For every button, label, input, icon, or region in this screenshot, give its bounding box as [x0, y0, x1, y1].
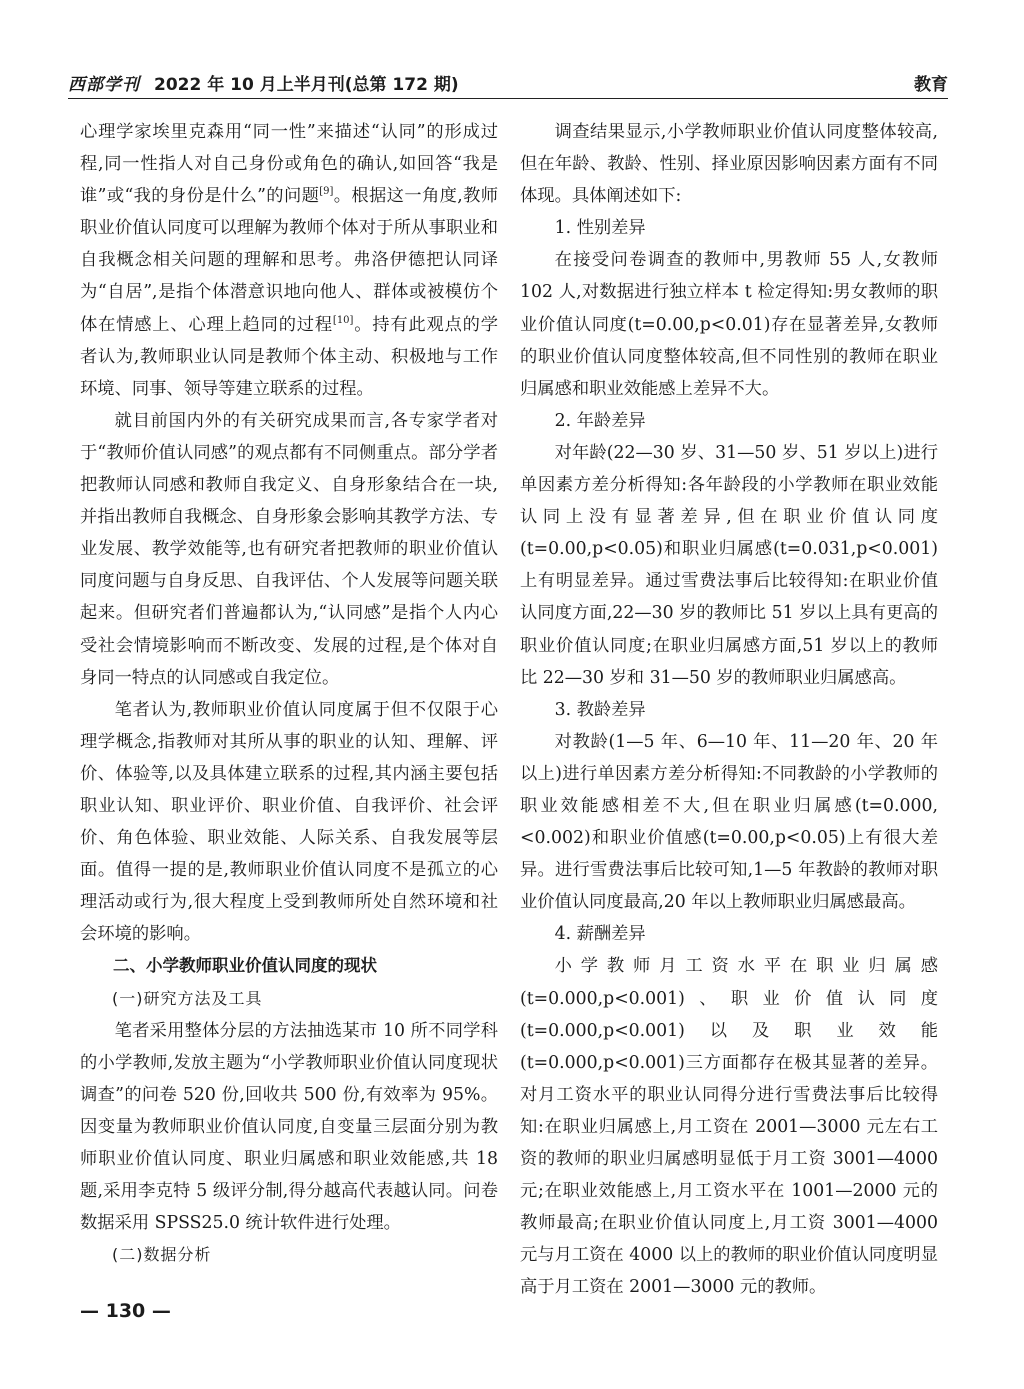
paragraph: 对教龄(1—5 年、6—10 年、11—20 年、20 年以上)进行单因素方差分析得知:不同教龄的小学教师的职业效能感相差不大,但在职业归属感(t=0.000,<0.002)和职业价值感(t=0.00,p<0.05)上有很大差异。进行雪费法事后比较可知,1—5 年教龄的教师对职业价值认同度最高,20 年以上教师职业归属感最高。	[520, 731, 938, 913]
paragraph: 就目前国内外的有关研究成果而言,各专家学者对于“教师价值认同感”的观点都有不同侧重点。部分学者把教师认同感和教师自我定义、自身形象结合在一块,并指出教师自我概念、自身形象会影响其教学方法、专业发展、教学效能等,也有研究者把教师的职业价值认同度问题与自身反思、自我评估、个人发展等问题关联起来。但研究者们普遍都认为,“认同感”是指个人内心受社会情境影响而不断改变、发展的过程,是个体对自身同一特点的认同感或自我定位。	[80, 410, 498, 688]
citation: [9]	[319, 186, 334, 198]
header-rule	[68, 98, 948, 99]
subheading: 1. 性别差异	[554, 218, 646, 239]
right-column	[520, 116, 938, 1303]
paragraph: 笔者采用整体分层的方法抽选某市 10 所不同学科的小学教师,发放主题为“小学教师职业价值认同度现状调查”的问卷 520 份,回收共 500 份,有效率为 95%。因变量为教师职业价值认同度,自变量三层面分别为教师职业价值认同度、职业归属感和职业效能感,共 18 题,采用李克特 5 级评分制,得分越高代表越认同。问卷数据采用 SPSS25.0 统计软件进行处理。	[80, 1020, 498, 1234]
section-heading: 二、小学教师职业价值认同度的现状	[113, 956, 377, 976]
subsection-heading: (一)研究方法及工具	[112, 988, 263, 1008]
left-column	[80, 116, 498, 1271]
journal-logo: 西部学刊	[68, 75, 140, 95]
subsection-heading: (二)数据分析	[112, 1245, 212, 1265]
paragraph: 对年龄(22—30 岁、31—50 岁、51 岁以上)进行单因素方差分析得知:各年龄段的小学教师在职业效能认同上没有显著差异,但在职业价值认同度(t=0.00,p<0.05)和职业归属感(t=0.031,p<0.001)上有明显差异。通过雪费法事后比较得知:在职业价值认同度方面,22—30 岁的教师比 51 岁以上具有更高的职业价值认同度;在职业归属感方面,51 岁以上的教师比 22—30 岁和 31—50 岁的教师职业归属感高。	[520, 442, 938, 688]
page-number: — 130 —	[80, 1300, 171, 1322]
paragraph: 在接受问卷调查的教师中,男教师 55 人,女教师 102 人,对数据进行独立样本 t 检定得知:男女教师的职业价值认同度(t=0.00,p<0.01)存在显著差异,女教师的职业价值认同度整体较高,但不同性别的教师在职业归属感和职业效能感上差异不大。	[520, 250, 938, 399]
paragraph: 心理学家埃里克森用“同一性”来描述“认同”的形成过程,同一性指人对自己身份或角色的确认,如回答“我是谁”或“我的身份是什么”的问题[9]。根据这一角度,教师职业价值认同度可以理解为教师个体对于所从事职业和自我概念相关问题的理解和思考。弗洛伊德把认同译为“自居”,是指个体潜意识地向他人、群体或被模仿个体在情感上、心理上趋同的过程[10]。持有此观点的学者认为,教师职业认同是教师个体主动、积极地与工作环境、同事、领导等建立联系的过程。	[80, 122, 498, 399]
section-label: 教育	[914, 75, 948, 95]
citation: [10]	[332, 314, 354, 326]
paragraph: 调查结果显示,小学教师职业价值认同度整体较高,但在年龄、教龄、性别、择业原因影响因素方面有不同体现。具体阐述如下:	[520, 122, 938, 207]
paragraph: 笔者认为,教师职业价值认同度属于但不仅限于心理学概念,指教师对其所从事的职业的认知、理解、评价、体验等,以及具体建立联系的过程,其内涵主要包括职业认知、职业评价、职业价值、自我评价、社会评价、角色体验、职业效能、人际关系、自我发展等层面。值得一提的是,教师职业价值认同度不是孤立的心理活动或行为,很大程度上受到教师所处自然环境和社会环境的影响。	[80, 699, 498, 945]
subheading: 4. 薪酬差异	[554, 924, 646, 945]
page-header	[68, 68, 948, 98]
issue-info: 2022 年 10 月上半月刊(总第 172 期)	[154, 75, 459, 95]
paragraph: 小学教师月工资水平在职业归属感(t=0.000,p<0.001)、职业价值认同度(t=0.000,p<0.001)以及职业效能(t=0.000,p<0.001)三方面都存在极其显著的差异。对月工资水平的职业认同得分进行雪费法事后比较得知:在职业归属感上,月工资在 2001—3000 元左右工资的教师的职业归属感明显低于月工资 3001—4000 元;在职业效能感上,月工资水平在 1001—2000 元的教师最高;在职业价值认同度上,月工资 3001—4000 元与月工资在 4000 以上的教师的职业价值认同度明显高于月工资在 2001—3000 元的教师。	[520, 956, 938, 1298]
subheading: 2. 年龄差异	[554, 410, 646, 431]
subheading: 3. 教龄差异	[554, 699, 646, 720]
